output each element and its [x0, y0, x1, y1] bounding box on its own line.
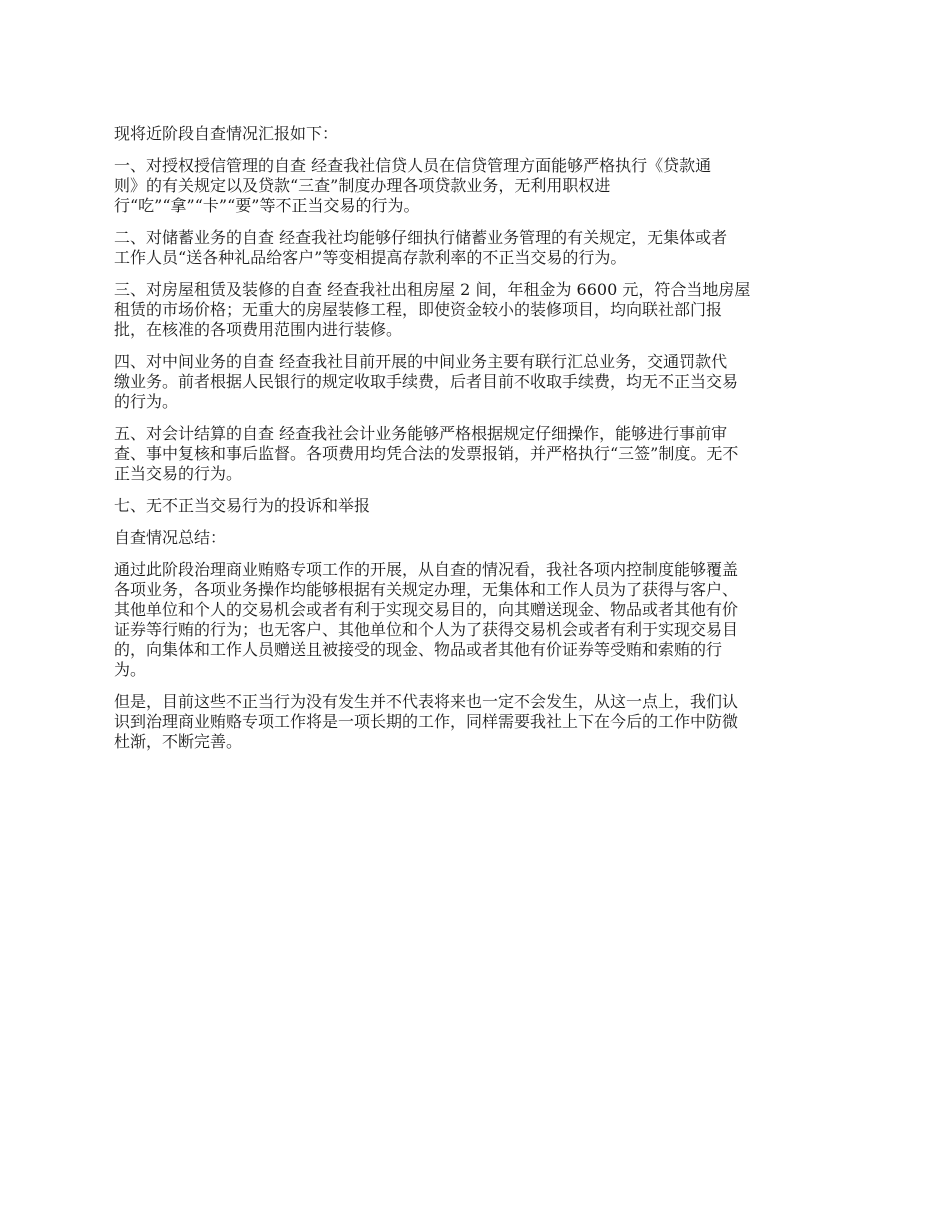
text-line: 二、对储蓄业务的自查 经查我社均能够仔细执行储蓄业务管理的有关规定，无集体或者: [114, 228, 728, 247]
summary-heading: [114, 528, 840, 548]
text-line: 查、事中复核和事后监督。各项费用均凭合法的发票报销，并严格执行“三签”制度。无不: [114, 444, 739, 463]
text-line: 通过此阶段治理商业贿赂专项工作的开展，从自查的情况看，我社各项内控制度能够覆盖: [114, 560, 739, 579]
text-line: 为。: [114, 660, 147, 679]
document-body: [114, 124, 840, 764]
text-line: 五、对会计结算的自查 经查我社会计业务能够严格根据规定仔细操作，能够进行事前审: [114, 424, 728, 443]
section-housing-lease: [114, 280, 840, 340]
text-line: 现将近阶段自查情况汇报如下：: [114, 124, 339, 143]
text-line: 证券等行贿的行为；也无客户、其他单位和个人为了获得交易机会或者有利于实现交易目: [114, 620, 739, 639]
summary-paragraph: [114, 560, 840, 680]
intro-paragraph: [114, 124, 840, 144]
text-line: 其他单位和个人的交易机会或者有利于实现交易目的，向其赠送现金、物品或者其他有价: [114, 600, 739, 619]
text-line: 的，向集体和工作人员赠送且被接受的现金、物品或者其他有价证券等受贿和索贿的行: [114, 640, 723, 659]
text-line: 批，在核准的各项费用范围内进行装修。: [114, 320, 403, 339]
text-line: 四、对中间业务的自查 经查我社目前开展的中间业务主要有联行汇总业务，交通罚款代: [114, 352, 728, 371]
text-line: 但是，目前这些不正当行为没有发生并不代表将来也一定不会发生，从这一点上，我们认: [114, 692, 739, 711]
text-line: 行“吃”“拿”“卡”“要”等不正当交易的行为。: [114, 196, 420, 215]
text-line: 的行为。: [114, 392, 179, 411]
text-line: 一、对授权授信管理的自查 经查我社信贷人员在信贷管理方面能够严格执行《贷款通: [114, 156, 712, 175]
text-line: 七、无不正当交易行为的投诉和举报: [114, 496, 371, 515]
text-line: 缴业务。前者根据人民银行的规定收取手续费，后者目前不收取手续费，均无不正当交易: [114, 372, 739, 391]
text-line: 自查情况总结：: [114, 528, 227, 547]
section-savings: [114, 228, 840, 268]
text-line: 工作人员“送各种礼品给客户”等变相提高存款利率的不正当交易的行为。: [114, 248, 627, 267]
section-complaints: [114, 496, 840, 516]
section-intermediary-business: [114, 352, 840, 412]
text-line: 正当交易的行为。: [114, 464, 243, 483]
text-line: 三、对房屋租赁及装修的自查 经查我社出租房屋 2 间，年租金为 6600 元，符合当地房屋: [114, 280, 751, 299]
text-line: 则》的有关规定以及贷款“三查”制度办理各项贷款业务，无利用职权进: [114, 176, 611, 195]
text-line: 识到治理商业贿赂专项工作将是一项长期的工作，同样需要我社上下在今后的工作中防微: [114, 712, 739, 731]
section-accounting-settlement: [114, 424, 840, 484]
text-line: 杜渐，不断完善。: [114, 732, 243, 751]
text-line: 租赁的市场价格；无重大的房屋装修工程，即使资金较小的装修项目，均向联社部门报: [114, 300, 723, 319]
text-line: 各项业务，各项业务操作均能够根据有关规定办理，无集体和工作人员为了获得与客户、: [114, 580, 739, 599]
closing-paragraph: [114, 692, 840, 752]
section-authorization-credit: [114, 156, 840, 216]
